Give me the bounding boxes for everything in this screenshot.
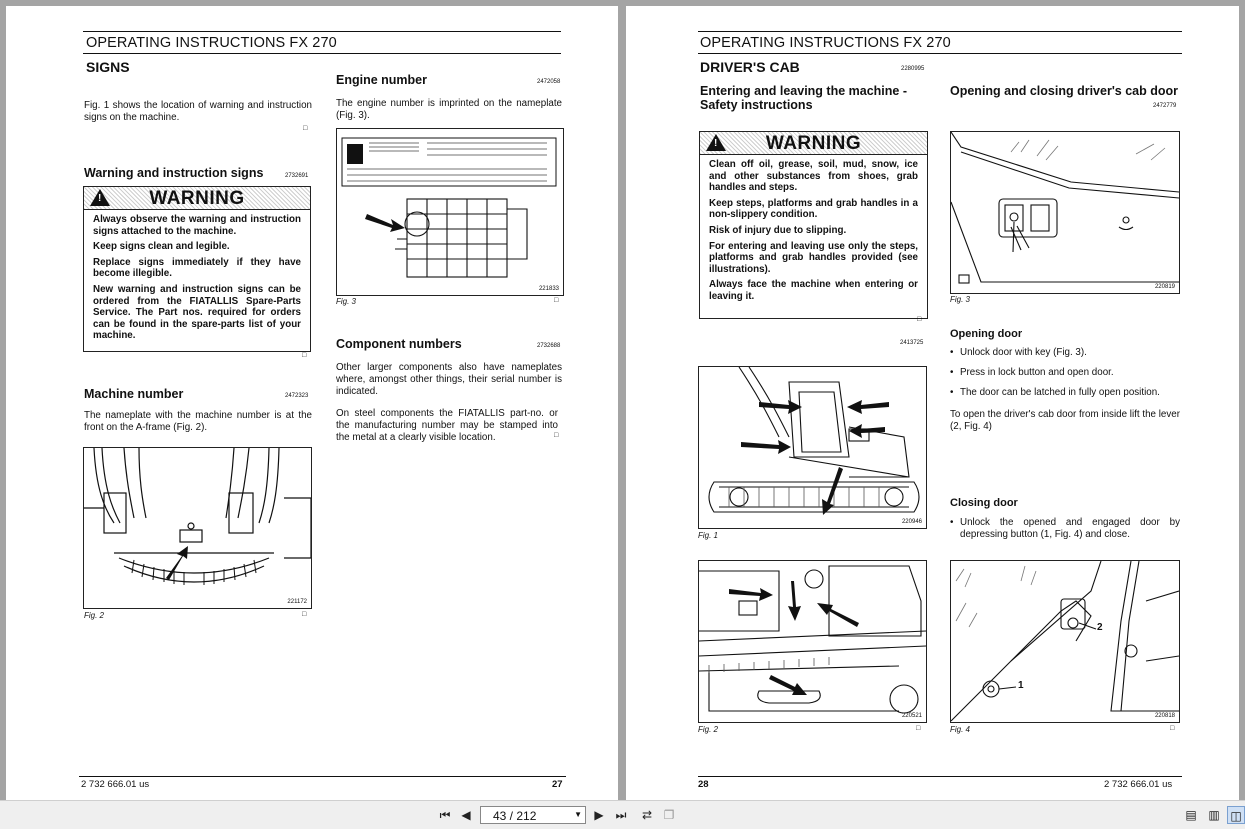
header-top-rule (83, 31, 561, 32)
page-header: OPERATING INSTRUCTIONS FX 270 (86, 35, 337, 51)
engine-drawing (337, 129, 563, 295)
steps-drawing (699, 561, 926, 722)
end-mark: □ (1170, 725, 1175, 732)
aframe-drawing (84, 448, 311, 608)
component-numbers-heading: Component numbers (336, 337, 462, 351)
fig2-machine-illustration (83, 447, 312, 609)
viewer-toolbar (0, 800, 1245, 829)
warning-item: Always face the machine when entering or leaving it. (709, 279, 918, 302)
machine-number-heading: Machine number (84, 387, 184, 401)
warning-item: For entering and leaving use only the steps, platforms and grab handles provided (see illustrations). (709, 240, 918, 275)
fig-caption: Fig. 3 (950, 295, 971, 304)
opening-step: Unlock door with key (Fig. 3). (960, 347, 1087, 358)
end-mark: □ (916, 725, 921, 732)
component-numbers-text-1: Other larger components also have nameplates where, amongst other things, their serial number is indicated. (336, 362, 562, 397)
chevron-down-icon: ▼ (574, 810, 582, 819)
ref-number: 2732688 (537, 343, 561, 349)
page-header: OPERATING INSTRUCTIONS FX 270 (700, 35, 951, 51)
fig-caption: Fig. 2 (698, 725, 719, 734)
prev-page-icon[interactable]: ◀ (461, 808, 471, 822)
warning-item: Always observe the warning and instruction signs attached to the machine. (93, 214, 301, 237)
footer-doc-number: 2 732 666.01 us (81, 779, 150, 790)
fit-page-icon[interactable]: ❐ (663, 808, 675, 822)
warning-item: Keep signs clean and legible. (93, 241, 230, 253)
ref-number: 2732691 (285, 173, 309, 179)
machine-number-text: The nameplate with the machine number is at the front on the A-frame (Fig. 2). (84, 410, 312, 433)
end-mark: □ (302, 611, 307, 618)
door-latch-drawing (951, 561, 1179, 722)
last-page-icon[interactable]: ⏭ (615, 808, 627, 822)
fig1-excavator-illustration (698, 366, 927, 529)
ref-number: 2413725 (900, 340, 924, 346)
ref-number: 2472779 (1153, 103, 1177, 109)
fig3-door-lock-illustration (950, 131, 1180, 294)
end-mark: □ (554, 432, 559, 439)
engine-number-text: The engine number is imprinted on the nameplate (Fig. 3). (336, 98, 562, 121)
closing-step: Unlock the opened and engaged door by depressing button (1, Fig. 4) and close. (960, 517, 1180, 540)
warning-header: ! WARNING (84, 187, 310, 210)
warning-item: Clean off oil, grease, soil, mud, snow, ice and other substances from shoes, grab handles and steps. (709, 159, 918, 194)
fig-id: 221172 (287, 599, 307, 605)
engine-number-heading: Engine number (336, 73, 427, 87)
fig3-engine-illustration (336, 128, 564, 296)
fig-id: 220946 (901, 519, 922, 525)
fig2-steps-illustration (698, 560, 927, 723)
facing-view-icon[interactable]: ◫ (1227, 806, 1245, 824)
opening-step: The door can be latched in fully open position. (960, 387, 1160, 398)
warning-signs-heading: Warning and instruction signs (84, 166, 264, 180)
ref-number: 2472323 (285, 393, 309, 399)
fig-caption: Fig. 2 (84, 611, 105, 620)
footer-rule (79, 776, 566, 777)
warning-word: WARNING (149, 188, 245, 209)
footer-rule (698, 776, 1182, 777)
closing-door-heading: Closing door (950, 497, 1018, 509)
fig-id: 221833 (538, 286, 559, 292)
continuous-view-icon[interactable]: ▥ (1208, 808, 1220, 822)
fig-caption: Fig. 3 (336, 297, 357, 306)
ref-number: 2280995 (901, 66, 925, 72)
warning-header: ! WARNING (700, 132, 927, 155)
single-page-view-icon[interactable]: ▤ (1185, 808, 1197, 822)
warning-word: WARNING (765, 133, 862, 154)
end-mark: □ (554, 297, 559, 304)
warning-item: Keep steps, platforms and grab handles in a non-slippery condition. (709, 197, 918, 221)
section-title: DRIVER'S CAB (700, 59, 800, 75)
opening-step: Press in lock button and open door. (960, 367, 1114, 378)
opening-note: To open the driver's cab door from inside lift the lever (2, Fig. 4) (950, 409, 1180, 432)
ref-number: 2472058 (537, 79, 561, 85)
header-rule (698, 53, 1182, 54)
bullet-icon: • (950, 347, 954, 358)
end-mark: □ (303, 125, 308, 132)
warning-item: New warning and instruction signs can be ordered from the FIATALLIS Spare-Parts Service. The Part nos. required for orders can be found in the spare-parts list of your machine. (93, 283, 301, 342)
header-top-rule (698, 31, 1182, 32)
bullet-icon: • (950, 367, 954, 378)
first-page-icon[interactable]: ⏮ (439, 808, 451, 822)
opening-door-heading: Opening door (950, 328, 1023, 340)
bullet-icon: • (950, 387, 954, 398)
rotate-icon[interactable]: ⇄ (641, 808, 653, 822)
fig-id: 220521 (901, 713, 922, 719)
door-heading: Opening and closing driver's cab door (950, 84, 1179, 98)
fig-caption: Fig. 1 (698, 531, 719, 540)
callout-1: 1 (1018, 680, 1024, 691)
page-number-select[interactable] (480, 806, 586, 824)
end-mark: □ (917, 316, 922, 323)
next-page-icon[interactable]: ▶ (594, 808, 604, 822)
warning-box (83, 186, 311, 352)
excavator-drawing (699, 367, 926, 528)
page-28 (626, 6, 1239, 800)
bullet-icon: • (950, 517, 954, 528)
page-number: 28 (698, 779, 709, 790)
door-lock-drawing (951, 132, 1179, 293)
end-mark: □ (302, 352, 307, 359)
fig4-door-latch-illustration (950, 560, 1180, 723)
section-title: SIGNS (86, 59, 130, 75)
warning-box (699, 131, 928, 319)
warning-item: Risk of injury due to slipping. (709, 224, 847, 236)
page-number: 27 (552, 779, 563, 790)
callout-2: 2 (1097, 622, 1103, 633)
intro-text: Fig. 1 shows the location of warning and instruction signs on the machine. (84, 100, 312, 123)
page-indicator: 43 / 212 (493, 809, 537, 823)
fig-id: 220819 (1154, 284, 1175, 290)
fig-id: 220818 (1154, 713, 1175, 719)
page-27 (6, 6, 618, 800)
component-numbers-text-2: On steel components the FIATALLIS part-no. or the manufacturing number may be stamped into the metal at a clearly visible location. (336, 408, 558, 443)
footer-doc-number: 2 732 666.01 us (1104, 779, 1173, 790)
entering-heading: Entering and leaving the machine - Safety instructions (700, 84, 907, 112)
fig-caption: Fig. 4 (950, 725, 971, 734)
warning-item: Replace signs immediately if they have become illegible. (93, 256, 301, 280)
header-rule (83, 53, 561, 54)
